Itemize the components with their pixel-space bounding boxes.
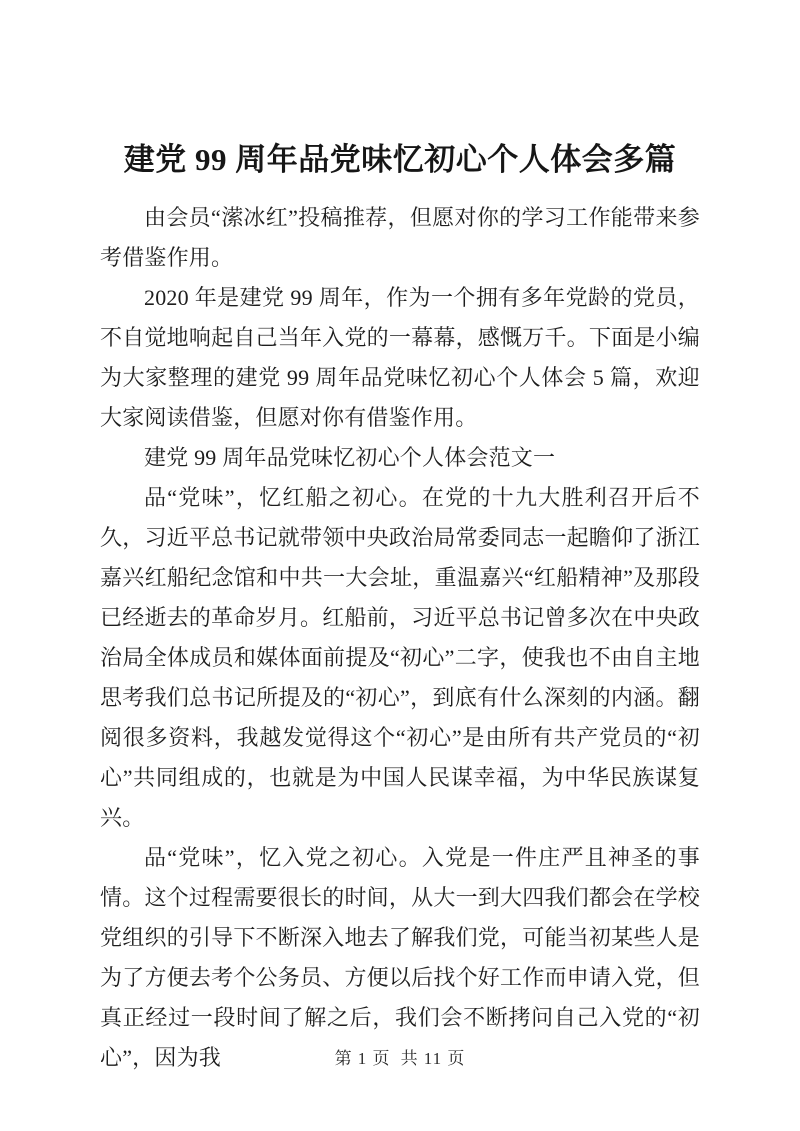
document-title: 建党 99 周年品党味忆初心个人体会多篇 — [123, 142, 677, 177]
total-pages-label: 共 11 页 — [400, 1049, 466, 1068]
page-footer — [0, 1044, 800, 1069]
intro-paragraph: 由会员“潆冰红”投稿推荐，但愿对你的学习工作能带来参考借鉴作用。 — [100, 205, 700, 270]
body-paragraph: 品“党味”，忆入党之初心。入党是一件庄严且神圣的事情。这个过程需要很长的时间，从大一到大四我们都会在学校党组织的引导下不断深入地去了解我们党，可能当初某些人是为了方便去考个公务员、方便以后找个好工作而申请入党，但真正经过一段时间了解之后，我们会不断拷问自己入党的“初心”，因为我 — [100, 845, 700, 1070]
summary-paragraph: 2020 年是建党 99 周年，作为一个拥有多年党龄的党员，不自觉地响起自己当年入党的一幕幕，感慨万千。下面是小编为大家整理的建党 99 周年品党味忆初心个人体会 5 篇，欢迎大家阅读借鉴，但愿对你有借鉴作用。 — [100, 285, 700, 430]
body-paragraph: 品“党味”，忆红船之初心。在党的十九大胜利召开后不久，习近平总书记就带领中央政治局常委同志一起瞻仰了浙江嘉兴红船纪念馆和中共一大会址，重温嘉兴“红船精神”及那段已经逝去的革命岁月。红船前，习近平总书记曾多次在中央政治局全体成员和媒体面前提及“初心”二字，使我也不由自主地思考我们总书记所提及的“初心”，到底有什么深刻的内涵。翻阅很多资料，我越发觉得这个“初心”是由所有共产党员的“初心”共同组成的，也就是为中国人民谋幸福，为中华民族谋复兴。 — [100, 485, 700, 830]
section-heading: 建党 99 周年品党味忆初心个人体会范文一 — [144, 445, 556, 470]
page-number-label: 第 1 页 — [334, 1049, 391, 1068]
document-body — [100, 198, 700, 1078]
